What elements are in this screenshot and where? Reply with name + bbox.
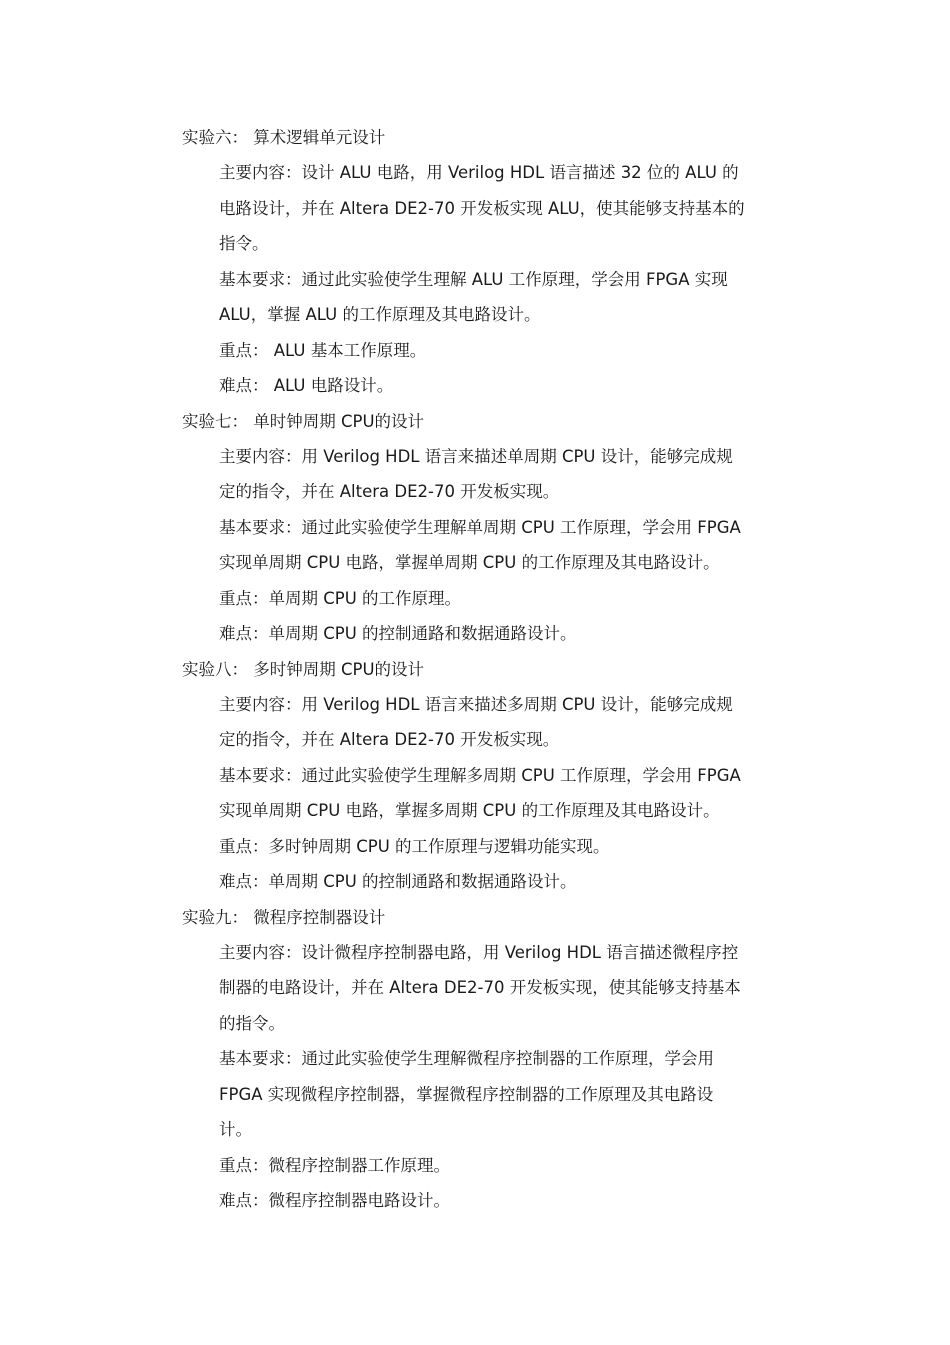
experiment-list [182, 120, 822, 1219]
experiment-content: 主要内容：用 Verilog HDL 语言来描述多周期 CPU 设计，能够完成规 定的指令，并在 Altera DE2-70 开发板实现。 [219, 694, 733, 749]
experiment-key-point: 重点：单周期 CPU 的工作原理。 [219, 588, 462, 608]
experiment-content: 主要内容：设计微程序控制器电路，用 Verilog HDL 语言描述微程序控 制器的电路设计，并在 Altera DE2-70 开发板实现，使其能够支持基本 的指令。 [219, 942, 741, 1033]
experiment-requirement: 基本要求：通过此实验使学生理解 ALU 工作原理，学会用 FPGA 实现 ALU，掌握 ALU 的工作原理及其电路设计。 [219, 269, 728, 324]
experiment-title: 实验七： 单时钟周期 CPU的设计 [182, 411, 425, 431]
experiment-difficulty: 难点： ALU 电路设计。 [219, 376, 394, 395]
experiment-8 [182, 652, 822, 900]
experiment-7 [182, 404, 822, 652]
experiment-difficulty: 难点：微程序控制器电路设计。 [219, 1191, 450, 1210]
experiment-content: 主要内容：设计 ALU 电路，用 Verilog HDL 语言描述 32 位的 ALU 的 电路设计，并在 Altera DE2-70 开发板实现 ALU，使其能够支持基本的 指令。 [219, 163, 745, 253]
experiment-9 [182, 900, 822, 1219]
experiment-difficulty: 难点：单周期 CPU 的控制通路和数据通路设计。 [219, 872, 577, 891]
experiment-title: 实验九： 微程序控制器设计 [182, 907, 386, 927]
experiment-requirement: 基本要求：通过此实验使学生理解多周期 CPU 工作原理，学会用 FPGA 实现单周期 CPU 电路，掌握多周期 CPU 的工作原理及其电路设计。 [219, 765, 741, 820]
experiment-requirement: 基本要求：通过此实验使学生理解单周期 CPU 工作原理，学会用 FPGA 实现单周期 CPU 电路，掌握单周期 CPU 的工作原理及其电路设计。 [219, 517, 741, 572]
experiment-key-point: 重点： ALU 基本工作原理。 [219, 340, 427, 360]
experiment-difficulty: 难点：单周期 CPU 的控制通路和数据通路设计。 [219, 624, 577, 643]
experiment-key-point: 重点：微程序控制器工作原理。 [219, 1155, 450, 1175]
experiment-requirement: 基本要求：通过此实验使学生理解微程序控制器的工作原理，学会用 FPGA 实现微程序控制器，掌握微程序控制器的工作原理及其电路设 计。 [219, 1049, 714, 1139]
experiment-key-point: 重点：多时钟周期 CPU 的工作原理与逻辑功能实现。 [219, 836, 610, 856]
experiment-title: 实验六： 算术逻辑单元设计 [182, 128, 386, 147]
experiment-content: 主要内容：用 Verilog HDL 语言来描述单周期 CPU 设计，能够完成规 定的指令，并在 Altera DE2-70 开发板实现。 [219, 446, 733, 501]
experiment-6 [182, 120, 822, 404]
experiment-title: 实验八： 多时钟周期 CPU的设计 [182, 659, 425, 679]
